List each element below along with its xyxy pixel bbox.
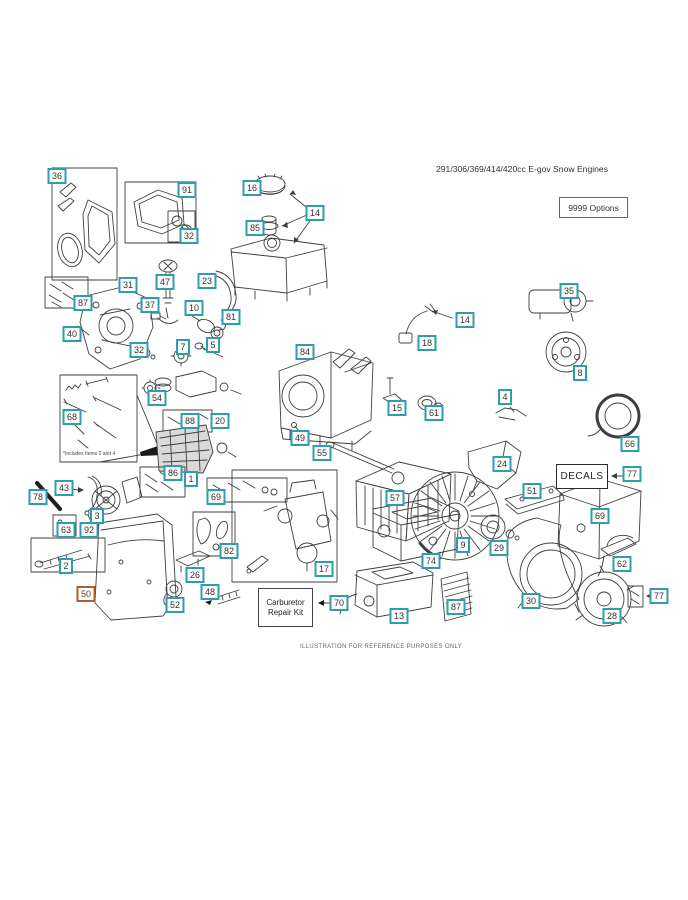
callout-74: 74: [421, 553, 440, 569]
callout-51: 51: [522, 483, 541, 499]
callout-69: 69: [590, 508, 609, 524]
callout-77: 77: [622, 466, 641, 482]
gear-7: [171, 346, 191, 366]
callout-49: 49: [290, 430, 309, 446]
drain-plug-49: [292, 423, 303, 436]
callout-43: 43: [54, 480, 73, 496]
callout-68: 68: [62, 409, 81, 425]
callout-3: 3: [90, 508, 104, 524]
callout-62: 62: [612, 556, 631, 572]
carburetor-box-17: [232, 470, 338, 582]
ring-gear-66: [588, 395, 639, 437]
callout-54: 54: [147, 390, 166, 406]
callout-87: 87: [446, 599, 465, 615]
dipstick-tube-55: [326, 442, 404, 484]
debris-grid-87: [441, 572, 472, 621]
callout-88: 88: [180, 413, 199, 429]
includes-note: *Includes Items 2 and 4: [63, 451, 116, 457]
screws-48: [205, 590, 240, 605]
callout-14: 14: [455, 312, 474, 328]
screw-kit-box-77: [628, 586, 652, 607]
callout-9: 9: [456, 537, 470, 553]
callout-5: 5: [206, 337, 220, 353]
callout-92: 92: [79, 522, 98, 538]
bolt-92: [85, 511, 92, 524]
gasket-box-82: [193, 512, 235, 556]
callout-14: 14: [305, 205, 324, 221]
callout-52: 52: [165, 597, 184, 613]
decals-arrow: [611, 473, 623, 479]
callout-78: 78: [28, 489, 47, 505]
fuel-valve-47: [158, 260, 178, 324]
rod-78: [37, 483, 60, 509]
callout-31: 31: [118, 277, 137, 293]
callout-29: 29: [489, 540, 508, 556]
screw-kit-box-87: [45, 277, 88, 308]
fuel-cap-16: [255, 174, 285, 194]
options-box-label: 9999 Options: [568, 202, 619, 213]
breather-tube-43: [71, 476, 101, 511]
clip-81: [219, 320, 225, 330]
fuel-filter-85: [260, 216, 278, 235]
clamp-61: [418, 396, 443, 413]
shaft-5: [195, 343, 223, 357]
callout-66: 66: [620, 436, 639, 452]
callout-81: 81: [221, 309, 240, 325]
callout-70: 70: [329, 595, 348, 611]
carburetor-repair-kit-box: [258, 588, 313, 627]
starter-handle-62: [598, 538, 636, 576]
callout-8: 8: [573, 365, 587, 381]
callout-1: 1: [184, 471, 198, 487]
disclaimer-text: ILLUSTRATION FOR REFERENCE PURPOSES ONLY: [300, 644, 463, 650]
callout-20: 20: [210, 413, 229, 429]
bracket-15: [383, 378, 406, 408]
callout-13: 13: [389, 608, 408, 624]
callout-86: 86: [163, 465, 182, 481]
gasket-kit-box-36: [52, 168, 117, 280]
callout-28: 28: [602, 608, 621, 624]
clip-4: [496, 407, 526, 420]
carb-kit-arrow-70: [318, 600, 331, 606]
callout-15: 15: [387, 400, 406, 416]
flywheel-9: [411, 472, 499, 560]
callout-84: 84: [295, 344, 314, 360]
callout-69: 69: [206, 489, 225, 505]
page-title: 291/306/369/414/420cc E-gov Snow Engines: [436, 164, 609, 174]
hardware-box-69: [207, 478, 287, 502]
carb-kit-label-line1: Carburetor: [266, 597, 305, 607]
decals-label: DECALS: [560, 471, 604, 482]
gasket-near-3: [122, 477, 142, 503]
starter-cup-29: [481, 515, 519, 540]
callout-40: 40: [62, 326, 81, 342]
callout-32: 32: [179, 228, 198, 244]
cylinder-assembly-1: [156, 425, 236, 473]
callout-48: 48: [200, 584, 219, 600]
guard-plate-51: [505, 486, 564, 514]
callout-7: 7: [176, 339, 190, 355]
electric-starter-35: [529, 290, 593, 321]
gasket-kit-box-91: [125, 182, 196, 243]
callout-26: 26: [185, 567, 204, 583]
fitting-10: [186, 312, 223, 339]
key-32: [142, 349, 155, 359]
callout-35: 35: [559, 283, 578, 299]
callout-30: 30: [521, 593, 540, 609]
wire-harness-14-18: [399, 304, 452, 343]
callout-91: 91: [177, 182, 196, 198]
callout-87: 87: [73, 295, 92, 311]
bracket-24: [468, 441, 521, 497]
callout-10: 10: [184, 300, 203, 316]
callout-82: 82: [219, 543, 238, 559]
callout-24: 24: [492, 456, 511, 472]
callout-17: 17: [314, 561, 333, 577]
crankcase-cover-31: [80, 287, 153, 369]
engine-block-84: [279, 349, 373, 450]
callout-4: 4: [498, 389, 512, 405]
callout-32: 32: [129, 342, 148, 358]
callout-37: 37: [140, 297, 159, 313]
fuel-tank: [231, 235, 327, 301]
cam-gear-54: [142, 380, 160, 398]
callout-2: 2: [59, 558, 73, 574]
callout-18: 18: [417, 335, 436, 351]
cover-panel-50: [95, 514, 176, 620]
callout-85: 85: [245, 220, 264, 236]
callout-36: 36: [47, 168, 66, 184]
recoil-starter-28: [576, 566, 634, 626]
screw-box-2: [31, 538, 105, 572]
decals-box: [556, 464, 608, 489]
pulley-8: [546, 332, 586, 372]
kit-box-63: [53, 515, 76, 536]
callout-16: 16: [242, 180, 261, 196]
callout-57: 57: [385, 490, 404, 506]
callout-63: 63: [56, 522, 75, 538]
callout-50: 50: [76, 586, 95, 602]
callout-55: 55: [312, 445, 331, 461]
heat-shroud-57: [356, 462, 451, 541]
carb-kit-label-line2: Repair Kit: [267, 607, 304, 617]
piston-and-rings: [155, 371, 241, 397]
callout-61: 61: [424, 405, 443, 421]
blower-housing-30: [507, 518, 582, 612]
callout-47: 47: [155, 274, 174, 290]
fuel-hose-23: [212, 271, 236, 314]
callout-23: 23: [197, 273, 216, 289]
callout-14-arrows: [282, 190, 312, 243]
callout-77: 77: [649, 588, 668, 604]
tank-base-13: [340, 562, 433, 617]
